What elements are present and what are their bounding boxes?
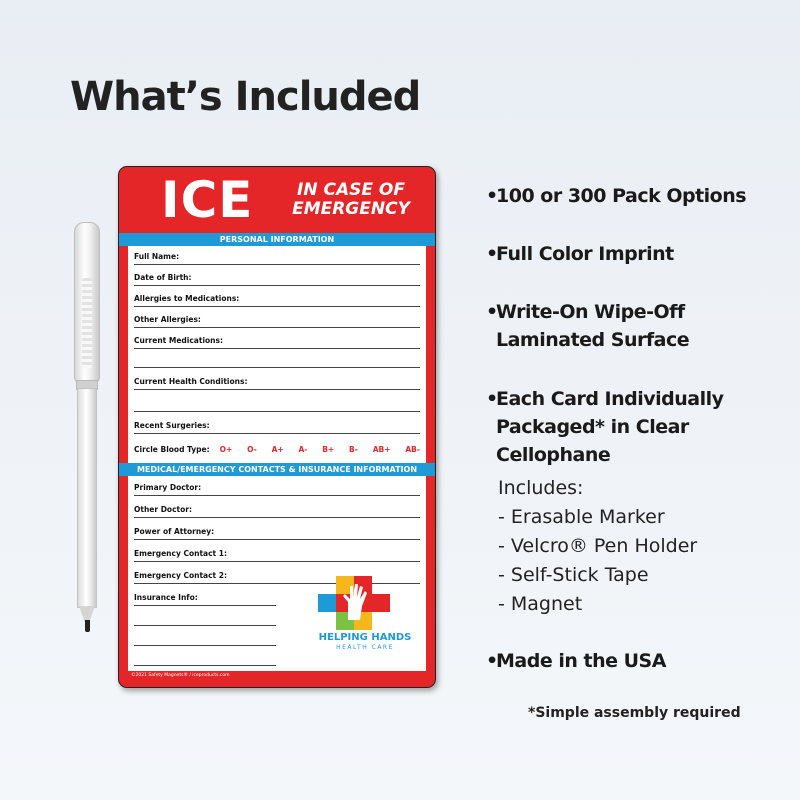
field-other-doctor: Other Doctor: [134, 504, 420, 518]
blood-type-o-neg: O- [247, 445, 257, 454]
card-title: ICE [161, 171, 254, 229]
field-blank-line [134, 354, 420, 368]
field-allergies-medications: Allergies to Medications: [134, 293, 420, 307]
feature-made-in-usa: •Made in the USA [486, 650, 666, 672]
helping-hands-logo [314, 576, 414, 650]
page-title: What’s Included [70, 74, 421, 120]
feature-text: Full Color Imprint [496, 243, 674, 265]
field-recent-surgeries: Recent Surgeries: [134, 420, 420, 434]
blood-type-label: Circle Blood Type: [134, 445, 210, 454]
field-current-health-conditions: Current Health Conditions: [134, 376, 420, 390]
blood-type-row [134, 445, 420, 454]
field-insurance-info: Insurance Info: [134, 592, 276, 606]
field-emergency-contact-1: Emergency Contact 1: [134, 548, 420, 562]
includes-item-magnet: - Magnet [498, 593, 583, 615]
feature-text-cont: Packaged* in Clear [496, 416, 689, 438]
feature-text: Made in the USA [496, 650, 666, 672]
section-header-personal: PERSONAL INFORMATION [119, 233, 435, 246]
logo-name: HELPING HANDS [318, 632, 412, 643]
field-primary-doctor: Primary Doctor: [134, 482, 420, 496]
section-header-contacts: MEDICAL/EMERGENCY CONTACTS & INSURANCE INFORMATION [119, 463, 435, 476]
blood-type-a-neg: A- [298, 445, 308, 454]
blood-type-o-pos: O+ [219, 445, 233, 454]
card-subtitle-line1: IN CASE OF [297, 180, 405, 200]
blood-type-ab-pos: AB+ [372, 445, 391, 454]
feature-full-color: •Full Color Imprint [486, 243, 674, 265]
card-copyright: ©2021 Safety Magnets® / iceproducts.com [131, 673, 230, 678]
field-date-of-birth: Date of Birth: [134, 272, 420, 286]
includes-item-pen-holder: - Velcro® Pen Holder [498, 535, 698, 557]
field-blank-line [134, 652, 276, 666]
feature-text: 100 or 300 Pack Options [496, 185, 747, 207]
field-blank-line [134, 612, 276, 626]
field-other-allergies: Other Allergies: [134, 314, 420, 328]
field-blank-line [134, 632, 276, 646]
contacts-panel [128, 476, 426, 671]
ice-card [118, 166, 436, 688]
feature-packaged: •Each Card Individually Packaged* in Clear Cellophane [486, 385, 724, 469]
blood-type-ab-neg: AB- [405, 445, 420, 454]
feature-text-cont: Cellophane [496, 444, 611, 466]
card-subtitle-line2: EMERGENCY [292, 199, 410, 219]
blood-type-a-pos: A+ [271, 445, 284, 454]
blood-type-b-neg: B- [349, 445, 358, 454]
assembly-note: *Simple assembly required [528, 705, 741, 721]
feature-write-on: •Write-On Wipe-Off Laminated Surface [486, 298, 689, 354]
feature-text: Each Card Individually [496, 388, 724, 410]
includes-title: Includes: [498, 477, 584, 499]
includes-item-marker: - Erasable Marker [498, 506, 665, 528]
field-full-name: Full Name: [134, 251, 420, 265]
field-current-medications: Current Medications: [134, 335, 420, 349]
feature-text: Write-On Wipe-Off [496, 301, 685, 323]
field-blank-line [134, 398, 420, 412]
feature-pack-options: •100 or 300 Pack Options [486, 185, 747, 207]
logo-tagline: HEALTH CARE [336, 644, 394, 651]
feature-text-cont: Laminated Surface [496, 329, 690, 351]
includes-item-tape: - Self-Stick Tape [498, 564, 649, 586]
hand-icon [340, 582, 370, 622]
field-power-of-attorney: Power of Attorney: [134, 526, 420, 540]
blood-type-b-pos: B+ [322, 445, 335, 454]
personal-info-panel [128, 246, 426, 463]
erasable-marker-image [72, 222, 104, 634]
field-emergency-contact-2: Emergency Contact 2: [134, 570, 420, 584]
card-subtitle [271, 181, 431, 219]
